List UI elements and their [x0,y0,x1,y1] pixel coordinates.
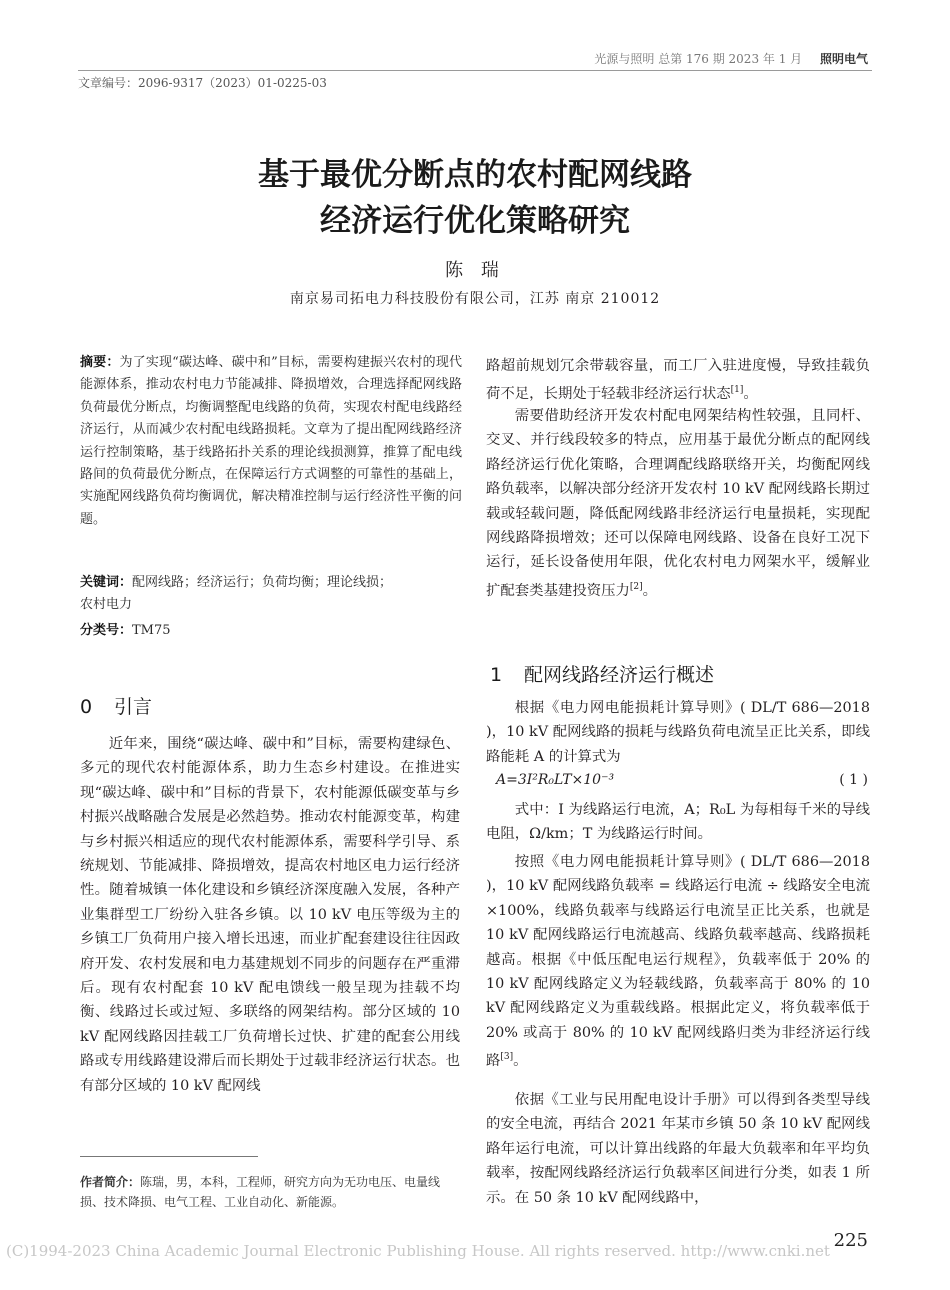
title-line-2: 经济运行优化策略研究 [320,203,630,239]
classification-label: 分类号： [80,623,133,638]
intro-paragraph-continued [486,354,870,407]
section-1-title: 配网线路经济运行概述 [524,664,715,686]
citation-3: [3] [500,1052,514,1063]
equation-where-clause: 式中：I 为线路运行电流，A；R₀L 为每相每千米的导线电阻，Ω/km；T 为线路运行时间。 [486,802,870,843]
citation-2: [2] [629,581,643,592]
copyright-watermark: (C)1994-2023 China Academic Journal Electronic Publishing House. All rights reserved. http://www.cnki.net [6,1242,830,1260]
equation-1-expression: A=3I²R₀LT×10⁻³ [496,772,615,788]
equation-1 [496,772,872,788]
author: 陈 瑞 [445,260,505,281]
intro-paragraph-2-text: 需要借助经济开发农村配电网架结构性较强，且同杆、交叉、并行线段较多的特点，应用基于最优分断点的配网线路经济运行优化策略，合理调配线路联络开关，均衡配网线路负载率，以解决部分经济开发农村 10 kV 配网线路长期过载或轻载问题，降低配网线路非经济运行电量损耗，实现配网线路降损增效；还可以保障电网线路、设备在良好工况下运行，延长设备使用年限，优化农村电力网架水平，缓解业扩配套类基建投资压力 [486,408,870,599]
classification-value: TM75 [132,623,171,638]
intro-continued-text: 路超前规划冗余带载容量，而工厂入驻进度慢，导致挂载负荷不足，长期处于轻载非经济运行状态 [486,358,870,403]
keywords [80,572,462,617]
keywords-label: 关键词： [80,575,133,590]
header-rule [78,70,872,71]
page-number: 225 [833,1230,868,1251]
affiliation: 南京易司拓电力科技股份有限公司，江苏 南京 210012 [289,291,661,307]
section-1-heading [490,660,714,687]
section-0-heading [80,692,152,719]
title-line-1: 基于最优分断点的农村配网线路 [258,157,692,193]
issue-info: 光源与照明 总第 176 期 2023 年 1 月 [594,52,803,66]
paper-title [0,152,950,244]
footnote-rule [80,1156,258,1157]
keywords-line-1: 配网线路；经济运行；负荷均衡；理论线损； [132,575,393,590]
running-header [594,50,868,67]
keywords-line-2: 农村电力 [80,597,133,613]
section-1-number: 1 [490,664,503,686]
equation-1-number: ( 1 ) [839,772,868,788]
section-1-paragraph-1: 根据《电力网电能损耗计算导则》( DL/T 686—2018 )，10 kV 配网线路的损耗与线路负荷电流呈正比关系，即线路能耗 A 的计算式为 [486,700,870,765]
author-bio-text: 陈瑞，男，本科，工程师，研究方向为无功电压、电量线损、技术降损、电气工程、工业自动化、新能源。 [80,1175,441,1209]
intro-paragraph-2-end: 。 [642,582,658,599]
abstract-label: 摘要： [80,355,120,370]
abstract [80,352,462,531]
classification [80,620,462,642]
author-bio-label: 作者简介： [80,1175,141,1189]
intro-continued-end: 。 [743,386,758,403]
article-number: 文章编号：2096-9317（2023）01-0225-03 [78,76,327,90]
journal-name: 照明电气 [819,52,868,66]
section-0-number: 0 [80,696,93,718]
section-1-paragraph-2-text: 按照《电力网电能损耗计算导则》( DL/T 686—2018 )，10 kV 配网线路负载率 = 线路运行电流 ÷ 线路安全电流 ×100%，线路负载率与线路运行电流呈正比关系，也就是 10 kV 配网线路运行电流越高、线路负载率越高、线路损耗越高。根据《中低压配电运行规程》，负载率低于 20% 的 10 kV 配网线路定义为轻载线路，负载率高于 80% 的 10 kV 配网线路定义为重载线路。根据此定义，将负载率低于 20% 或高于 80% 的 10 kV 配网线路归类为非经济运行线路 [486,854,870,1070]
citation-1: [1] [730,385,744,396]
section-1-paragraph-2-end: 。 [513,1053,528,1070]
intro-paragraph-2 [486,404,870,603]
section-1-paragraph-2 [486,850,870,1073]
intro-paragraph: 近年来，围绕“碳达峰、碳中和”目标，需要构建绿色、多元的现代农村能源体系，助力生态乡村建设。在推进实现“碳达峰、碳中和”目标的背景下，农村能源低碳变革与乡村振兴战略融合发展是必然趋势。推动农村能源变革，构建与乡村振兴相适应的现代农村能源体系，需要科学引导、系统规划、节能减排、降损增效，提高农村地区电力运行经济性。随着城镇一体化建设和乡镇经济深度融入发展，各种产业集群型工厂纷纷入驻各乡镇。以 10 kV 电压等级为主的乡镇工厂负荷用户接入增长迅速，而业扩配套建设往往因政府开发、农村发展和电力基建规划不同步的问题存在严重滞后。现有农村配套 10 kV 配电馈线一般呈现为挂载不均衡、线路过长或过短、多联络的网架结构。部分区域的 10 kV 配网线路因挂载工厂负荷增长过快、扩建的配套公用线路或专用线路建设滞后而长期处于过载非经济运行状态。也有部分区域的 10 kV 配网线 [80,736,460,1094]
author-bio-footnote [80,1172,462,1212]
section-0-title: 引言 [114,696,153,718]
abstract-text: 为了实现“碳达峰、碳中和”目标，需要构建振兴农村的现代能源体系，推动农村电力节能减排、降损增效，合理选择配网线路负荷最优分断点，均衡调整配电线路的负荷，实现农村配电线路经济运行，从而减少农村配电线路损耗。文章为了提出配网线路经济运行控制策略，基于线路拓扑关系的理论线损测算，推算了配电线路间的负荷最优分断点，在保障运行方式调整的可靠性的基础上，实施配网线路负荷均衡调优，解决精准控制与运行经济性平衡的问题。 [80,355,462,527]
section-1-paragraph-3: 依据《工业与民用配电设计手册》可以得到各类型导线的安全电流，再结合 2021 年某市乡镇 50 条 10 kV 配网线路年运行电流，可以计算出线路的年最大负载率和年平均负载率，按配网线路经济运行负载率区间进行分类，如表 1 所示。在 50 条 10 kV 配网线路中， [486,1092,870,1206]
